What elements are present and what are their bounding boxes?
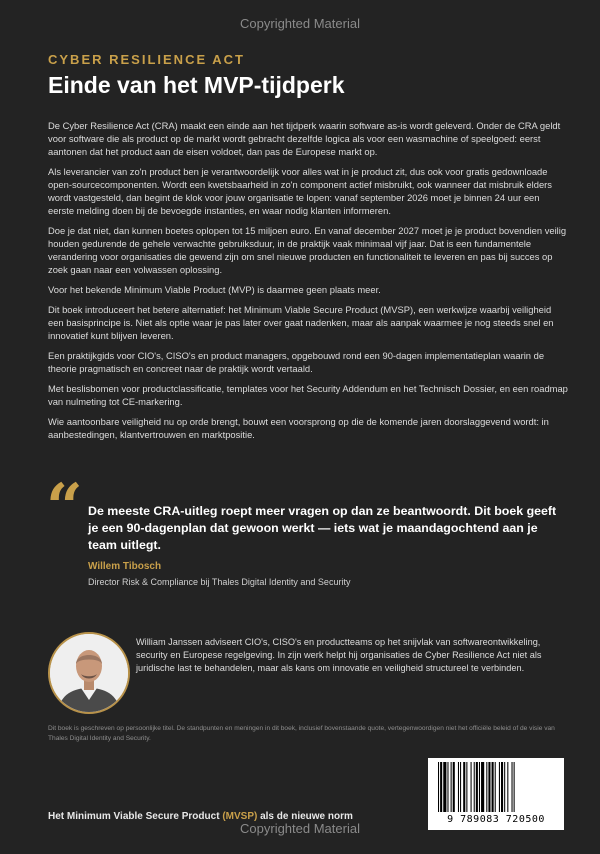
endorsement-quote: De meeste CRA-uitleg roept meer vragen op dan ze beantwoordt. Dit boek geeft je een 90-dagenplan dat gewoon werkt — iets wat je maandagochtend aan je team uitlegt. xyxy=(88,504,557,552)
tagline-accent: (MVSP) xyxy=(222,811,258,822)
blurb-paragraph: Doe je dat niet, dan kunnen boetes oplopen tot 15 miljoen euro. En vanaf december 2027 moet je je product bovendien veilig houden gedurende de gehele verwachte gebruiksduur, in de praktijk vaak minimaal vijf jaar. Dat is een fundamentele verandering voor organisaties die gewend zijn om snel nieuwe producten en functionaliteit te leveren en pas bij succes op zoek gaan naar een volwassen oplossing. xyxy=(48,225,567,275)
blurb-paragraph: Dit boek introduceert het betere alternatief: het Minimum Viable Secure Product (MVSP), een werkwijze waarbij veiligheid een basisprincipe is. Niet als optie waar je pas later over gaat nadenken, maar als aanpak waarmee je nog steeds snel en innovatief kunt blijven leveren. xyxy=(48,304,554,341)
blurb-paragraph: Als leverancier van zo'n product ben je verantwoordelijk voor alles wat in je product zit, dus ook voor gratis gedownloade open-sourcecomponenten. Wordt een kwetsbaarheid in zo'n component actief misbruikt, ook wanneer dat misbruik elders wordt vastgesteld, dan begint de klok voor jouw organisatie te lopen: vanaf september 2026 moet je binnen 24 uur een eerste melding doen bij de bevoegde instanties, en waar nodig klanten informeren. xyxy=(48,166,552,216)
blurb-paragraph: Een praktijkgids voor CIO's, CISO's en product managers, opgebouwd rond een 90-dagen implementatieplan waarin de theorie pragmatisch en concreet naar de praktijk wordt vertaald. xyxy=(48,350,545,374)
blurb-paragraph: Wie aantoonbare veiligheid nu op orde brengt, bouwt een voorsprong op die de komende jaren doorslaggevend wordt: in aanbestedingen, klantvertrouwen en marktpositie. xyxy=(48,416,549,440)
author-avatar xyxy=(48,632,130,714)
quote-author-role: Director Risk & Compliance bij Thales Digital Identity and Security xyxy=(88,577,351,587)
quote-author: Willem Tibosch xyxy=(88,561,162,572)
quote-mark-icon: “ xyxy=(46,470,83,545)
isbn-digits: 9 789083 720500 xyxy=(447,814,545,825)
series-eyebrow: CYBER RESILIENCE ACT xyxy=(48,52,245,67)
author-portrait-icon xyxy=(50,634,128,712)
blurb-body xyxy=(48,119,568,448)
page-title: Einde van het MVP-tijdperk xyxy=(48,72,345,98)
copyright-watermark-top: Copyrighted Material xyxy=(240,16,360,31)
blurb-paragraph: Met beslisbomen voor productclassificatie, templates voor het Security Addendum en het Technisch Dossier, en een roadmap van nulmeting tot CE-markering. xyxy=(48,383,568,407)
blurb-paragraph: De Cyber Resilience Act (CRA) maakt een einde aan het tijdperk waarin software as-is wordt geleverd. Onder de CRA geldt voor software die als product op de markt wordt gebracht dezelfde logica als voor een wasmachine of speelgoed: eerst aantonen dat het product aan de eisen voldoet, dan pas de Europese markt op. xyxy=(48,120,561,157)
isbn-barcode xyxy=(428,758,564,830)
author-bio: William Janssen adviseert CIO's, CISO's en productteams op het snijvlak van softwareontwikkeling, security en Europese regelgeving. In zijn werk helpt hij organisaties de Cyber Resilience Act niet als juridische last te behandelen, maar als kans om innovatie en veiligheid structureel te verbinden. xyxy=(136,637,542,673)
blurb-paragraph: Voor het bekende Minimum Viable Product (MVP) is daarmee geen plaats meer. xyxy=(48,284,381,295)
tagline-start: Het Minimum Viable Secure Product xyxy=(48,811,223,822)
tagline-end: als de nieuwe norm xyxy=(257,811,353,822)
barcode-bars xyxy=(436,762,556,814)
copyright-watermark-bottom: Copyrighted Material xyxy=(240,821,360,836)
disclaimer-text: Dit boek is geschreven op persoonlijke titel. De standpunten en meningen in dit boek, inclusief bovenstaande quote, vertegenwoordigen niet het officiële beleid of de visie van Thales Digital Identity and Security. xyxy=(48,725,555,742)
